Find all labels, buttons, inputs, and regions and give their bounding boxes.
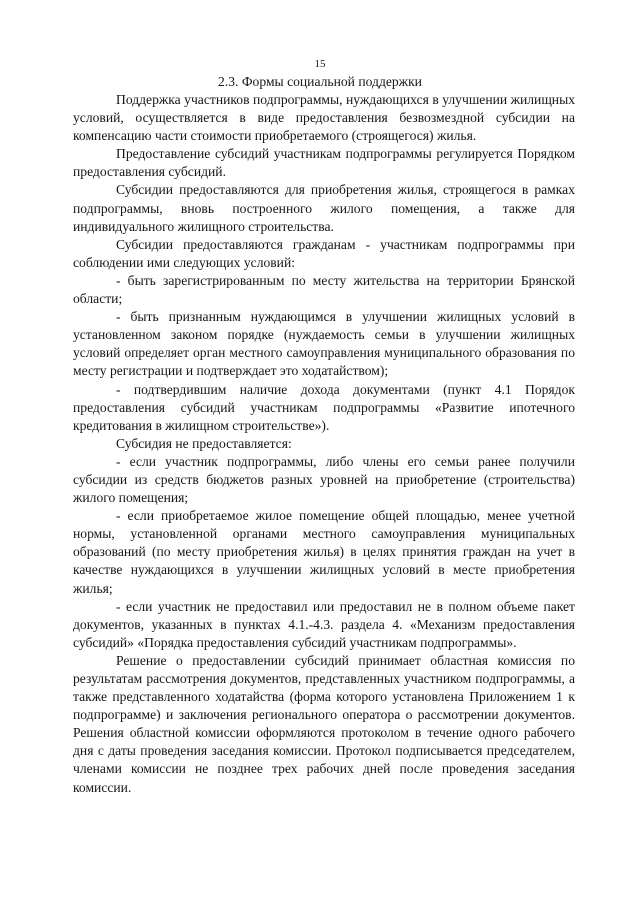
list-item: - если участник не предоставил или предоставил не в полном объеме пакет документов, указанных в пунктах 4.1.-4.3. раздела 4. «Механизм предоставления субсидий» «Порядка предоставления субсидий участникам подпрограммы». <box>73 598 575 650</box>
paragraph: Субсидия не предоставляется: <box>116 435 292 451</box>
paragraph: Предоставление субсидий участникам подпрограммы регулируется Порядком предоставления субсидий. <box>73 146 575 180</box>
paragraph: Субсидии предоставляются для приобретения жилья, строящегося в рамках подпрограммы, вновь построенного жилого помещения, а также для индивидуального жилищного строительства. <box>73 182 575 234</box>
paragraph: Субсидии предоставляются гражданам - участникам подпрограммы при соблюдении ими следующих условий: <box>73 236 575 270</box>
paragraph: Поддержка участников подпрограммы, нуждающихся в улучшении жилищных условий, осуществляется в виде предоставления безвозмездной субсидии на компенсацию части стоимости приобретаемого (строящегося) жилья. <box>73 92 575 144</box>
page-number: 15 <box>314 58 326 70</box>
body-text <box>73 91 575 797</box>
paragraph: Решение о предоставлении субсидий принимает областная комиссия по результатам рассмотрения документов, представленных участником подпрограммы, а также представленного ходатайства (форма которого установлена Приложением 1 к подпрограмме) и заключения регионального оператора о рассмотрении документов. Решения областной комиссии оформляются протоколом в течение одного рабочего дня с даты проведения заседания комиссии. Протокол подписывается председателем, членами комиссии не позднее трех рабочих дней после проведения заседания комиссии. <box>73 652 575 795</box>
list-item: - быть зарегистрированным по месту жительства на территории Брянской области; <box>73 272 575 307</box>
list-item: - быть признанным нуждающимся в улучшении жилищных условий в установленном законом порядке (нуждаемость семьи в улучшении жилищных условий определяет орган местного самоуправления муниципального образования по месту регистрации и подтверждает это ходатайством); <box>73 309 575 379</box>
list-item: - подтвердившим наличие дохода документами (пункт 4.1 Порядок предоставления субсидий участникам подпрограммы «Развитие ипотечного кредитования в жилищном строительстве»). <box>73 381 575 433</box>
section-heading: 2.3. Формы социальной поддержки <box>218 74 422 89</box>
list-item: - если приобретаемое жилое помещение общей площадью, менее учетной нормы, установленной органами местного самоуправления муниципальных образований (по месту приобретения жилья) в целях принятия граждан на учет в качестве нуждающихся в улучшении жилищных условий в месте приобретения жилья; <box>73 508 575 596</box>
list-item: - если участник подпрограммы, либо члены его семьи ранее получили субсидии из средств бюджетов разных уровней на приобретение (строительства) жилого помещения; <box>73 453 575 506</box>
